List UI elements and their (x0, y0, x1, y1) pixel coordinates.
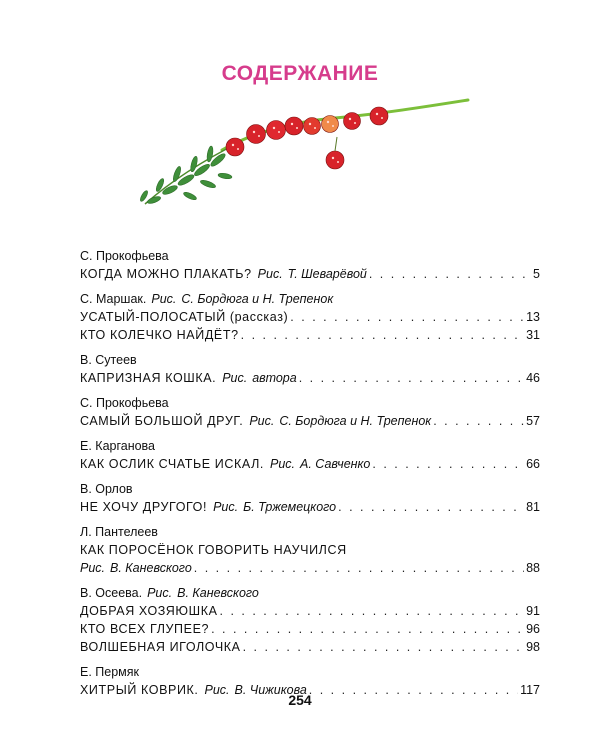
table-of-contents (80, 247, 540, 699)
entry-page: 88 (526, 561, 540, 575)
leader-dots (299, 369, 524, 387)
author-ill-label: Рис. (147, 586, 173, 600)
toc-author: Л. Пантелеев (80, 525, 158, 539)
author-illustrator: С. Бордюга и Н. Трепенок (181, 292, 334, 306)
leader-dots (194, 559, 524, 577)
entry-ill-label: Рис. (249, 414, 275, 428)
toc-entry[interactable] (80, 308, 540, 326)
entry-page: 31 (526, 328, 540, 342)
entry-title: КАК ПОРОСЁНОК ГОВОРИТЬ НАУЧИЛСЯ (80, 543, 347, 557)
entry-title: КОГДА МОЖНО ПЛАКАТЬ? (80, 267, 252, 281)
entry-illustrator: С. Бордюга и Н. Трепенок (279, 414, 432, 428)
leader-dots (241, 326, 524, 344)
leader-dots (338, 498, 524, 516)
entry-page: 66 (526, 457, 540, 471)
toc-entry[interactable] (80, 412, 540, 430)
leader-dots (290, 308, 524, 326)
leader-dots (372, 455, 524, 473)
entry-page: 96 (526, 622, 540, 636)
toc-author: В. Орлов (80, 482, 133, 496)
author-ill-label: Рис. (151, 292, 177, 306)
leader-dots (369, 265, 531, 283)
entry-page: 13 (526, 310, 540, 324)
entry-title: КАПРИЗНАЯ КОШКА. (80, 371, 217, 385)
entry-page: 98 (526, 640, 540, 654)
entry-page: 117 (520, 683, 540, 697)
toc-entry[interactable] (80, 326, 540, 344)
toc-author: В. Сутеев (80, 353, 137, 367)
leader-dots (433, 412, 524, 430)
page-title: СОДЕРЖАНИЕ (221, 62, 379, 85)
entry-page: 81 (526, 500, 540, 514)
toc-entry[interactable] (80, 455, 540, 473)
toc-entry[interactable] (80, 369, 540, 387)
toc-entry-title-line[interactable] (80, 541, 540, 559)
leader-dots (211, 620, 524, 638)
toc-author: С. Прокофьева (80, 396, 169, 410)
toc-entry[interactable] (80, 602, 540, 620)
entry-illustrator: А. Савченко (300, 457, 371, 471)
entry-title: УСАТЫЙ-ПОЛОСАТЫЙ (рассказ) (80, 310, 289, 324)
author-illustrator: В. Каневского (177, 586, 259, 600)
entry-illustrator: автора (252, 371, 297, 385)
entry-title: ВОЛШЕБНАЯ ИГОЛОЧКА (80, 640, 241, 654)
leader-dots (220, 602, 525, 620)
entry-illustrator: Б. Тржемецкого (243, 500, 337, 514)
leader-dots (243, 638, 524, 656)
toc-author (80, 584, 540, 602)
entry-page: 91 (526, 604, 540, 618)
entry-title: НЕ ХОЧУ ДРУГОГО! (80, 500, 208, 514)
toc-entry[interactable] (80, 265, 540, 283)
entry-title: КТО ВСЕХ ГЛУПЕЕ? (80, 622, 210, 636)
toc-entry[interactable] (80, 638, 540, 656)
entry-illustrator: В. Каневского (110, 561, 192, 575)
entry-ill-label: Рис. (257, 267, 283, 281)
toc-author: Е. Карганова (80, 439, 156, 453)
entry-title: ХИТРЫЙ КОВРИК. (80, 683, 199, 697)
toc-author: С. Прокофьева (80, 249, 169, 263)
entry-ill-label: Рис. (204, 683, 230, 697)
entry-ill-label: Рис. (213, 500, 239, 514)
entry-title: КАК ОСЛИК СЧАТЬЕ ИСКАЛ. (80, 457, 264, 471)
entry-ill-label: Рис. (80, 561, 106, 575)
entry-page: 46 (526, 371, 540, 385)
entry-illustrator: В. Чижикова (234, 683, 307, 697)
entry-title: САМЫЙ БОЛЬШОЙ ДРУГ. (80, 414, 244, 428)
toc-author: Е. Пермяк (80, 665, 140, 679)
page-number: 254 (288, 692, 312, 708)
toc-entry[interactable] (80, 498, 540, 516)
toc-entry[interactable] (80, 620, 540, 638)
author-name: В. Осеева. (80, 586, 143, 600)
entry-ill-label: Рис. (269, 457, 295, 471)
author-name: С. Маршак. (80, 292, 147, 306)
entry-illustrator: Т. Шеварёвой (287, 267, 367, 281)
entry-title: ДОБРАЯ ХОЗЯЮШКА (80, 604, 218, 618)
entry-page: 5 (533, 267, 540, 281)
entry-title: КТО КОЛЕЧКО НАЙДЁТ? (80, 328, 239, 342)
toc-entry[interactable] (80, 559, 540, 577)
rowan-branch-icon (130, 92, 480, 222)
entry-ill-label: Рис. (222, 371, 248, 385)
entry-page: 57 (526, 414, 540, 428)
toc-author (80, 290, 540, 308)
